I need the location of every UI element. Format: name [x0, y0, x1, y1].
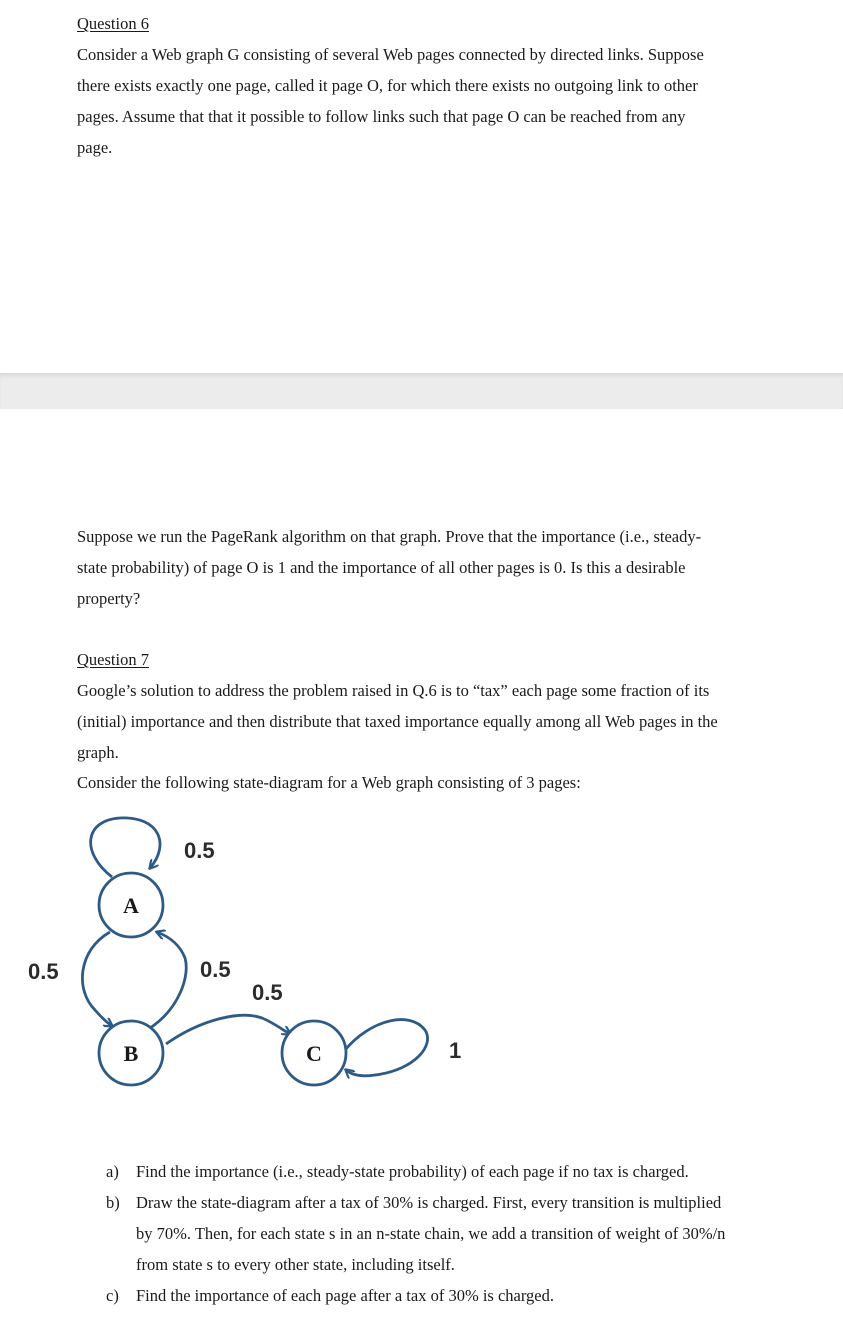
question-7-paragraph-1 [77, 675, 777, 768]
node-c-label: C [306, 1041, 322, 1066]
item-c-line-1: Find the importance of each page after a tax of 30% is charged. [136, 1286, 554, 1305]
item-a-line-1: Find the importance (i.e., steady-state probability) of each page if no tax is charged. [136, 1162, 689, 1181]
label-b-to-a: 0.5 [200, 957, 231, 982]
edge-a-to-b [82, 932, 112, 1026]
edge-c-self [345, 1020, 428, 1076]
q7-p1-line-2: (initial) importance and then distribute that taxed importance equally among all Web pages in the [77, 712, 718, 731]
item-b-marker: b) [106, 1193, 120, 1212]
q6-p2-line-1: Suppose we run the PageRank algorithm on that graph. Prove that the importance (i.e., steady- [77, 527, 702, 546]
page-break-gap [0, 373, 843, 409]
question-7-items [106, 1156, 786, 1311]
question-7-heading: Question 7 [77, 650, 149, 669]
state-diagram [0, 808, 843, 1108]
q7-p1-line-3: graph. [77, 743, 119, 762]
q6-p1-line-4: page. [77, 138, 113, 157]
label-b-to-c: 0.5 [252, 980, 283, 1005]
edge-b-to-a [150, 932, 186, 1028]
item-b-line-2: by 70%. Then, for each state s in an n-state chain, we add a transition of weight of 30%/n [136, 1224, 726, 1243]
question-6-paragraph-1 [77, 39, 777, 163]
list-item [106, 1187, 786, 1280]
node-b-label: B [123, 1041, 139, 1066]
question-7-paragraph-2: Consider the following state-diagram for a Web graph consisting of 3 pages: [77, 773, 581, 792]
list-item [106, 1156, 786, 1187]
edge-b-to-c [166, 1015, 290, 1044]
q6-p2-line-2: state probability) of page O is 1 and the importance of all other pages is 0. Is this a desirable [77, 558, 686, 577]
q6-p2-line-3: property? [77, 589, 141, 608]
question-6-heading: Question 6 [77, 14, 149, 33]
item-a-marker: a) [106, 1162, 119, 1181]
label-a-to-b: 0.5 [28, 959, 59, 984]
q6-p1-line-2: there exists exactly one page, called it page O, for which there exists no outgoing link to other [77, 76, 698, 95]
node-a-label: A [123, 893, 139, 918]
q6-p1-line-1: Consider a Web graph G consisting of several Web pages connected by directed links. Suppose [77, 45, 704, 64]
question-6-paragraph-2 [77, 521, 777, 614]
label-a-self: 0.5 [184, 838, 215, 863]
item-b-line-1: Draw the state-diagram after a tax of 30% is charged. First, every transition is multiplied [136, 1193, 722, 1212]
label-c-self: 1 [449, 1038, 462, 1063]
item-b-line-3: from state s to every other state, including itself. [136, 1255, 455, 1274]
item-c-marker: c) [106, 1286, 119, 1305]
q6-p1-line-3: pages. Assume that that it possible to follow links such that page O can be reached from any [77, 107, 686, 126]
list-item [106, 1280, 786, 1311]
q7-p1-line-1: Google’s solution to address the problem raised in Q.6 is to “tax” each page some fraction of its [77, 681, 710, 700]
edge-a-self [91, 818, 160, 877]
